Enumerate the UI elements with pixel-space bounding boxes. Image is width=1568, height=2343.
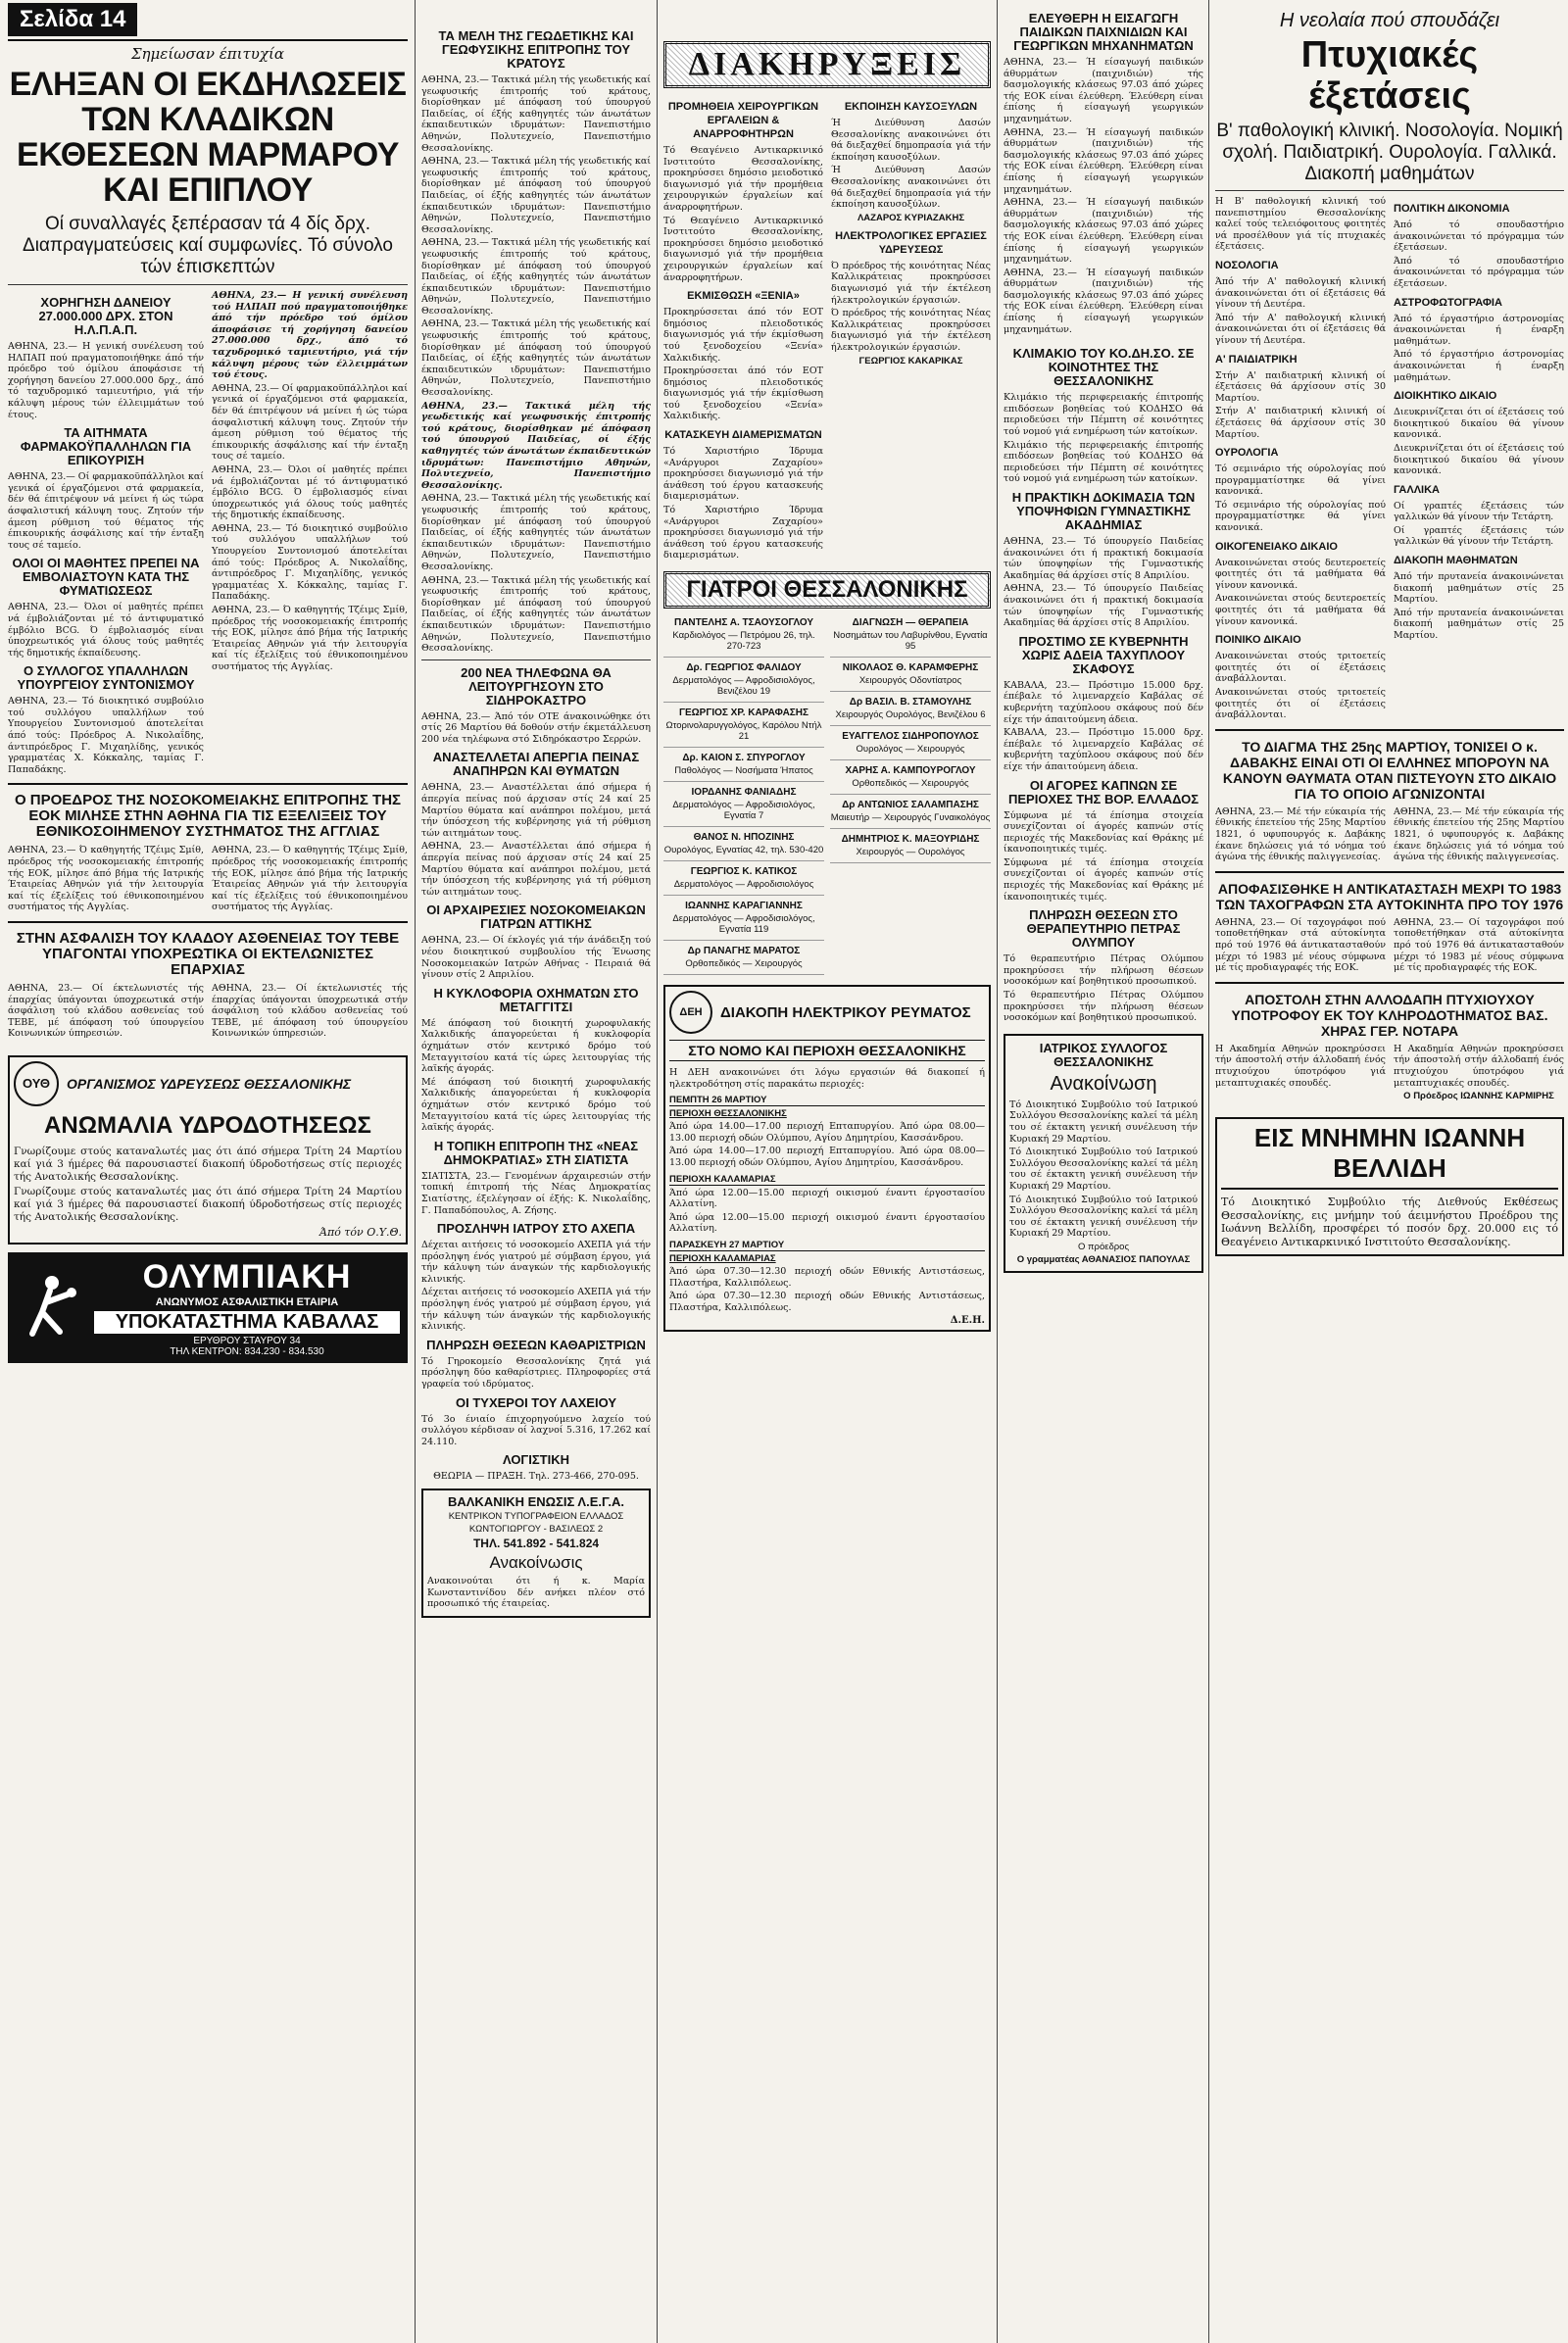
boat-headline: ΠΡΟΣΤΙΜΟ ΣΕ ΚΥΒΕΡΝΗΤΗ ΧΩΡΙΣ ΑΔΕΙΑ ΤΑΧΥΠΛΟΟΥ ΣΚΑΦΟΥΣ	[1018, 633, 1189, 676]
iatr-announcement: Ανακοίνωση	[1050, 1072, 1157, 1095]
doctor-info: Χειρουργός — Ουρολόγος	[856, 847, 965, 857]
doctor-info: Ορθοπεδικός — Χειρουργός	[852, 778, 969, 789]
trade-text-3: ΑΘΗΝΑ, 23.— Ή είσαγωγή παιδικών άθυρμάτων (παιχνιδιών) τής δασμολογικής κλάσεως 97.03 άπό χώρες τής ΕΟΚ είναι έλεύθερη. Έλεύθερη είναι έπίσης ή είσαγωγή γεωργικών μηχανημάτων.	[1004, 197, 1203, 266]
exams-text: Η Β' παθολογική κλινική τού πανεπιστημίου Θεσσαλονίκης καλεί τούς τελειόφοιτους φοιτητές νά προσέλθουν γιά τίς πτυχιακές έξετάσεις.	[1215, 196, 1386, 253]
dei-day-label: ΠΑΡΑΣΚΕΥΗ 27 ΜΑΡΤΙΟΥ	[669, 1240, 985, 1251]
exam-section-text: Άπό τό έργαστήριο άστρονομίας άνακοινώνεται ή έναρξη μαθημάτων.	[1394, 313, 1564, 347]
d4-headline: ΕΚΠΟΙΗΣΗ ΚΑΥΣΟΞΥΛΩΝ	[844, 101, 978, 113]
exam-section-text: Άπό τό σπουδαστήριο άνακοινώνεται τό πρόγραμμα τών έξετάσεων.	[1394, 220, 1564, 254]
doctor-entry	[663, 896, 824, 941]
d1-text-2: Τό Θεαγένειο Αντικαρκινικό Ινστιτούτο Θεσσαλονίκης, προκηρύσσει δημόσιο μειοδοτικό διαγωνισμό γιά τήν προμήθεια χειρουργικών έργαλείων καί άναρροφητήρων.	[663, 215, 823, 283]
doctor-name: ΙΩΑΝΝΗΣ ΚΑΡΑΓΙΑΝΝΗΣ	[685, 901, 803, 911]
exam-section-heading: ΠΟΛΙΤΙΚΗ ΔΙΚΟΝΟΜΙΑ	[1394, 203, 1510, 215]
doctor-info: Παθολόγος — Νοσήματα Ήπατος	[674, 765, 813, 776]
doctor-info: Δερματολόγος — Αφροδισιολόγος, Εγνατία 7	[672, 800, 815, 821]
exam-section-text: Ανακοινώνεται στούς τριτοετείς φοιτητές ότι οί έξετάσεις άναβάλλονται.	[1215, 651, 1386, 685]
exams-left	[1215, 196, 1386, 723]
vellidi-headline: ΕΙΣ ΜΝΗΜΗΝ ΙΩΑΝΝΗ ΒΕΛΛΙΔΗ	[1221, 1123, 1558, 1190]
youth-strip: Η νεολαία πού σπουδάζει	[1279, 10, 1500, 31]
return-sign: Ο Πρόεδρος ΙΩΑΝΝΗΣ ΚΑΡΜΙΡΗΣ	[1403, 1091, 1554, 1102]
d1-headline: ΠΡΟΜΗΘΕΙΑ ΧΕΙΡΟΥΡΓΙΚΩΝ ΕΡΓΑΛΕΙΩΝ & ΑΝΑΡΡΟΦΗΤΗΡΩΝ	[667, 101, 819, 140]
doctor-info: Νοσημάτων του Λαβυρίνθου, Εγνατία 95	[833, 630, 988, 652]
return-text-2: Η Ακαδημία Αθηνών προκηρύσσει τήν άποστολή στήν άλλοδαπή ένός πτυχιούχου ύποτρόφου γιά μεταπτυχιακές σπουδές.	[1394, 1043, 1564, 1089]
column-rule	[997, 0, 998, 2343]
doctor-info: Ορθοπεδικός — Χειρουργός	[685, 958, 803, 969]
doctor-info: Μαιευτήρ — Χειρουργός Γυναικολόγος	[830, 812, 991, 823]
d3-headline: ΚΑΤΑΣΚΕΥΗ ΔΙΑΜΕΡΙΣΜΑΤΩΝ	[664, 429, 822, 442]
page-header	[8, 0, 408, 41]
exam-section-heading: ΓΑΛΛΙΚΑ	[1394, 483, 1440, 496]
olympiaki-addr: ΕΡΥΘΡΟΥ ΣΤΑΥΡΟΥ 34	[193, 1335, 301, 1346]
trade-headline: ΕΛΕΥΘΕΡΗ Η ΕΙΣΑΓΩΓΗ ΠΑΙΔΙΚΩΝ ΠΑΙΧΝΙΔΙΩΝ ΚΑΙ ΓΕΩΡΓΙΚΩΝ ΜΗΧΑΝΗΜΑΤΩΝ	[1013, 11, 1194, 53]
boat-text-2: ΚΑΒΑΛΑ, 23.— Πρόστιμο 15.000 δρχ. έπέβαλε τό λιμεναρχείο Καβάλας σέ κυβερνήτη ταχύπλοου σκάφους πού δέν είχε τήν άπαιτούμενη άδεια.	[1004, 727, 1203, 772]
loan-text: ΑΘΗΝΑ, 23.— Η γενική συνέλευση τού ΗΛΠΑΠ πού πραγματοποιήθηκε άπό τήν πρόεδρο τού όμίλου άποφάσισε τή χορήγηση δανείου 27.000.000 δρχ., άπό τό ταχυδρομικό ταμιευτήριο, γιά τήν κάλυψη μέρους τών έλλειμμάτων τού έτους.	[8, 341, 204, 420]
dei-day-text-continued: Άπό ώρα 07.30—12.30 περιοχή οδών Εθνικής Αντιστάσεως, Πλαστήρα, Καλλιπόλεως.	[669, 1291, 985, 1313]
doctor-entry	[663, 861, 824, 896]
doctor-name: Δρ ΑΝΤΩΝΙΟΣ ΣΑΛΑΜΠΑΣΗΣ	[842, 800, 979, 810]
climate-headline: ΚΛΙΜΑΚΙΟ ΤΟΥ ΚΟ.ΔΗ.ΣΟ. ΣΕ ΚΟΙΝΟΤΗΤΕΣ ΤΗΣ ΘΕΣΣΑΛΟΝΙΚΗΣ	[1012, 346, 1195, 389]
doctor-entry	[830, 726, 991, 760]
geod-text-3: ΑΘΗΝΑ, 23.— Τακτικά μέλη τής γεωδετικής καί γεωφυσικής έπιτροπής τού κράτους, διορίσθηκαν μέ άπόφαση τού ύπουργού Παιδείας, οί έξής καθηγητές τών άνωτάτων έκπαιδευτικών ιδρυμάτων: Πανεπιστήμιο Αθηνών, Πολυτεχνείο, Πανεπιστήμιο Θεσσαλονίκης.	[421, 237, 651, 317]
dei-logo: ΔΕΗ	[669, 991, 712, 1034]
doctor-info: Καρδιολόγος — Πετρόμου 26, τηλ. 270-723	[672, 630, 815, 652]
exam-section-heading: Α' ΠΑΙΔΙΑΤΡΙΚΗ	[1215, 353, 1298, 366]
exam-section-text-continued: Διευκρινίζεται ότι οί έξετάσεις τού διοικητικού δικαίου θά γίνουν κανονικά.	[1394, 442, 1564, 477]
exam-section-text-continued: Ανακοινώνεται στούς δευτεροετείς φοιτητές ότι τά μαθήματα θά γίνουν κανονικά.	[1215, 593, 1386, 627]
doctors-banner: ΓΙΑΤΡΟΙ ΘΕΣΣΑΛΟΝΙΚΗΣ	[663, 571, 991, 609]
dei-day-label: ΠΕΜΠΤΗ 26 ΜΑΡΤΙΟΥ	[669, 1095, 985, 1106]
doctor-name: ΘΑΝΟΣ Ν. ΗΠΟΖΙΝΗΣ	[693, 832, 795, 843]
water-title: ΑΝΩΜΑΛΙΑ ΥΔΡΟΔΟΤΗΣΕΩΣ	[44, 1111, 371, 1139]
dei-day-text: Άπό ώρα 12.00—15.00 περιοχή οικισμού έναντι έργοστασίου Αλλατίνη.	[669, 1187, 985, 1210]
dei-sign: Δ.Ε.Η.	[950, 1315, 985, 1327]
doctor-entry	[663, 782, 824, 827]
diagma-text-2: ΑΘΗΝΑ, 23.— Μέ τήν εύκαιρία τής έθνικής έπετείου τής 25ης Μαρτίου 1821, ό υφυπουργός κ. Δαβάκης έκανε δηλώσεις γιά τό νόημα τού άγώνα τής έθνικής παλιγγενεσίας.	[1394, 805, 1564, 863]
exam-section-text: Οί γραπτές έξετάσεις τών γαλλικών θά γίνουν τήν Τετάρτη.	[1394, 500, 1564, 523]
iatr-text-2: Τό Διοικητικό Συμβούλιο τού Ιατρικού Συλλόγου Θεσσαλονίκης καλεί τά μέλη του σέ έκτακτη γενική συνέλευση τήν Κυριακή 29 Μαρτίου.	[1009, 1147, 1198, 1192]
union-text: ΑΘΗΝΑ, 23.— Τό διοικητικό συμβούλιο τού συλλόγου υπαλλήλων τού Υπουργείου Συντονισμού άποτελείται άπό τούς: Πρόεδρος Α. Νικολαΐδης, άντιπρόεδρος Γ. Μιχαηλίδης, γενικός γραμματέας Χ. Κόκκαλης, ταμίας Γ. Παπαδάκης.	[8, 696, 204, 775]
doctor-entry	[663, 703, 824, 748]
tobacco-headline: ΟΙ ΑΓΟΡΕΣ ΚΑΠΝΩΝ ΣΕ ΠΕΡΙΟΧΕΣ ΤΗΣ ΒΟΡ. ΕΛΛΑΔΟΣ	[1008, 777, 1199, 806]
pharm-headline: ΤΑ ΑΙΤΗΜΑΤΑ ΦΑΡΜΑΚΟΫΠΑΛΛΗΛΩΝ ΓΙΑ ΕΠΙΚΟΥΡΙΣΗ	[20, 425, 192, 468]
trade-text: ΑΘΗΝΑ, 23.— Ή είσαγωγή παιδικών άθυρμάτων (παιχνιδιών) τής δασμολογικής κλάσεως 97.03 άπό χώρες τής ΕΟΚ είναι έλεύθερη. Έλεύθερη είναι έπίσης ή είσαγωγή γεωργικών μηχανημάτων.	[1004, 57, 1203, 124]
tebe-text-continued: ΑΘΗΝΑ, 23.— Οί έκτελωνιστές τής έπαρχίας ύπάγονται ύποχρεωτικά στήν άσφάλιση τού κλάδου ασθενείας τού ΤΕΒΕ, μέ άπόφαση τού ύπουργείου Κοινωνικών ύπηρεσιών.	[212, 983, 408, 1040]
doctor-info: Δερματολόγος — Αφροδισιολόγος, Εγνατία 119	[672, 913, 815, 935]
water-sign: Άπό τόν Ο.Υ.Θ.	[319, 1225, 402, 1239]
power-cut-notice	[663, 985, 991, 1332]
column-rule	[657, 0, 658, 2343]
proclamations-banner: ΔΙΑΚΗΡΥΞΕΙΣ	[663, 41, 991, 88]
return-text: Η Ακαδημία Αθηνών προκηρύσσει τήν άποστολή στήν άλλοδαπή ένός πτυχιούχου ύποτρόφου γιά μεταπτυχιακές σπουδές.	[1215, 1043, 1386, 1089]
doctor-text-2: Δέχεται αιτήσεις τό νοσοκομείο ΑΧΕΠΑ γιά τήν πρόσληψη ένός γιατρού μέ σύμβαση έργου, γιά τήν κάλυψη τών άναγκών τής καρδιολογικής κλινικής.	[421, 1287, 651, 1333]
doctor-name: ΠΑΝΤΕΛΗΣ Α. ΤΣΑΟΥΣΟΓΛΟΥ	[673, 617, 814, 628]
balkan-sub: ΚΕΝΤΡΙΚΟΝ ΤΥΠΟΓΡΑΦΕΙΟΝ ΕΛΛΑΔΟΣ	[448, 1511, 624, 1522]
exams-right	[1394, 196, 1564, 723]
doctor-entry	[663, 658, 824, 703]
tobacco-text: Σύμφωνα μέ τά έπίσημα στοιχεία συνεχίζονται οί άγορές καπνών στίς περιοχές τής Μακεδονίας καί Θράκης μέ ίκανοποιητικές τιμές.	[1004, 809, 1203, 855]
pharm-text-continued: ΑΘΗΝΑ, 23.— Οί φαρμακοϋπάλληλοι καί γενικά οί έργαζόμενοι στά φαρμακεία, δέν θά έπιτρέψουν νά μείνει ή ώς τώρα άσφαλιστική κάλυψη τους. Ζητούν τήν άμεση ρύθμιση τού θέματος τής έπικουρικής άσφάλισης καί τήν ένταξη τους σέ ταμείο.	[212, 382, 408, 463]
d3-text-2: Τό Χαριστήριο Ίδρυμα «Ανάργυροι Ζαχαρίου» προκηρύσσει διαγωνισμό γιά τήν άνάθεση τού έργου κατασκευής διαμερισμάτων.	[663, 505, 823, 561]
olympiaki-sub: ΑΝΩΝΥΜΟΣ ΑΣΦΑΛΙΣΤΙΚΗ ΕΤΑΙΡΙΑ	[155, 1295, 339, 1308]
exam-section-heading: ΝΟΣΟΛΟΓΙΑ	[1215, 259, 1279, 271]
pharm-text: ΑΘΗΝΑ, 23.— Οί φαρμακοϋπάλληλοι καί γενικά οί έργαζόμενοι στά φαρμακεία, δέν θά έπιτρέψουν νά μείνει ή ώς τώρα άσφαλιστική κάλυψη τους. Ζητούν τήν άμεση ρύθμιση τού θέματος τής έπικουρικής άσφάλισης καί τήν ένταξη τους σέ ταμείο.	[8, 471, 204, 551]
olympiaki-name: ΟΛΥΜΠΙΑΚΗ	[142, 1257, 352, 1295]
students-headline: ΟΛΟΙ ΟΙ ΜΑΘΗΤΕΣ ΠΡΕΠΕΙ ΝΑ ΕΜΒΟΛΙΑΣΤΟΥΝ ΚΑΤΑ ΤΗΣ ΦΥΜΑΤΙΩΣΕΩΣ	[12, 556, 200, 599]
dei-day-text: Άπό ώρα 14.00—17.00 περιοχή Επταπυργίου. Άπό ώρα 08.00—13.00 περιοχή οδών Ολύμπου, Αγίου Δημητρίου, Κασσάνδρου.	[669, 1121, 985, 1144]
balkan-headline: ΒΑΛΚΑΝΙΚΗ ΕΝΩΣΙΣ Λ.Ε.Γ.Α.	[447, 1494, 624, 1509]
dei-day-text-continued: Άπό ώρα 12.00—15.00 περιοχή οικισμού έναντι έργοστασίου Αλλατίνη.	[669, 1211, 985, 1235]
climate-text: Κλιμάκιο τής περιφερειακής έπιτροπής επιδόσεων βοηθείας τού ΚΟΔΗΣΟ θά περιοδεύσει τήν Πέμπτη σέ κοινότητες τού νομού γιά ενημέρωση τών κατοίκων.	[1004, 392, 1203, 438]
balkan-announcement: Ανακοίνωσις	[489, 1553, 583, 1572]
column-4	[1004, 0, 1203, 2343]
doctor-name: ΓΕΩΡΓΙΟΣ Κ. ΚΑΤΙΚΟΣ	[690, 866, 798, 877]
d3-text: Τό Χαριστήριο Ίδρυμα «Ανάργυροι Ζαχαρίου» προκηρύσσει διαγωνισμό γιά τήν άνάθεση τού έργου κατασκευής διαμερισμάτων.	[663, 446, 823, 503]
doctor-name: Δρ ΒΑΣΙΛ. Β. ΣΤΑΜΟΥΛΗΣ	[849, 697, 972, 708]
doctor-name: ΙΟΡΔΑΝΗΣ ΦΑΝΙΑΔΗΣ	[691, 787, 797, 798]
d2-headline: ΕΚΜΙΣΘΩΣΗ «ΞΕΝΙΑ»	[687, 290, 800, 303]
doctor-headline: ΠΡΟΣΛΗΨΗ ΙΑΤΡΟΥ ΣΤΟ ΑΧΕΠΑ	[436, 1221, 636, 1237]
exam-section-text: Διευκρινίζεται ότι οί έξετάσεις τού διοικητικού δικαίου θά γίνουν κανονικά.	[1394, 407, 1564, 441]
d2-text: Προκηρύσσεται άπό τόν ΕΟΤ δημόσιος πλειοδοτικός διαγωνισμός γιά τήν έκμίσθωση τού ξενοδοχείου «Ξενία» Χαλκιδικής.	[663, 307, 823, 364]
exams-subtitle: Β' παθολογική κλινική. Νοσολογία. Νομική σχολή. Παιδιατρική. Ουρολογία. Γαλλικά. Διακοπή μαθημάτων	[1216, 121, 1563, 184]
return-headline: ΑΠΟΣΤΟΛΗ ΣΤΗΝ ΑΛΛΟΔΑΠΗ ΠΤΥΧΙΟΥΧΟΥ ΥΠΟΤΡΟΦΟΥ ΕΚ ΤΟΥ ΚΛΗΡΟΔΟΤΗΜΑΤΟΣ ΒΑΣ. ΧΗΡΑΣ ΓΕΡ. ΝΟΤΑΡΑ	[1231, 991, 1548, 1039]
exam-section-text: Άπό τήν Α' παθολογική κλινική άνακοινώνεται ότι οί έξετάσεις θά γίνουν τή Δευτέρα.	[1215, 275, 1386, 311]
exam-section-text-continued: Άπό τό σπουδαστήριο άνακοινώνεται τό πρόγραμμα τών έξετάσεων.	[1394, 255, 1564, 289]
doctor-info: Ωτορινολαρυγγολόγος, Καρόλου Ντήλ 21	[665, 720, 822, 742]
doctor-entry	[830, 795, 991, 829]
d2-text-2: Προκηρύσσεται άπό τόν ΕΟΤ δημόσιος πλειοδοτικός διαγωνισμός γιά τήν έκμίσθωση τού ξενοδοχείου «Ξενία» Χαλκιδικής.	[663, 366, 823, 422]
iatr-text-3: Τό Διοικητικό Συμβούλιο τού Ιατρικού Συλλόγου Θεσσαλονίκης καλεί τά μέλη του σέ έκτακτη γενική συνέλευση τήν Κυριακή 29 Μαρτίου.	[1009, 1194, 1198, 1240]
doctor-entry	[830, 829, 991, 863]
medical-association-notice	[1004, 1034, 1203, 1273]
olympiaki-tel: ΤΗΛ ΚΕΝΤΡΟΝ: 834.230 - 834.530	[170, 1345, 324, 1357]
exam-section-text: Στήν Α' παιδιατρική κλινική οί έξετάσεις θά άρχίσουν στίς 30 Μαρτίου.	[1215, 369, 1386, 404]
d4-text-2: Ή Διεύθυνση Δασών Θεσσαλονίκης ανακοινώνει ότι θά διεξαχθεί δημοπρασία γιά τήν έκποίηση καυσοξύλων.	[831, 165, 991, 211]
dei-subtitle: ΣΤΟ ΝΟΜΟ ΚΑΙ ΠΕΡΙΟΧΗ ΘΕΣΣΑΛΟΝΙΚΗΣ	[669, 1040, 985, 1061]
exam-section-text: Τό σεμινάριο τής ούρολογίας πού προγραμματίστηκε θά γίνει κανονικά.	[1215, 464, 1386, 498]
siatista-text: ΣΙΑΤΙΣΤΑ, 23.— Γενομένων άρχαιρεσιών στήν τοπική έπιτροπή τής Νέας Δημοκρατίας Σιατίστης, έξελέγησαν οί έξής: Κ. Νικολαΐδης, Γ. Παπαδόπουλος, Α. Ζήσης.	[421, 1170, 651, 1216]
doctor-name: ΧΑΡΗΣ Α. ΚΑΜΠΟΥΡΟΓΛΟΥ	[845, 765, 976, 776]
lead-subtitle: Οί συναλλαγές ξεπέρασαν τά 4 δίς δρχ. Διαπραγματεύσεις καί συμφωνίες. Τό σύνολο τών έπισκεπτών	[23, 214, 393, 277]
iatr-president: Ο πρόεδρος	[1077, 1241, 1130, 1252]
exam-section-text-continued: Άπό τήν Α' παθολογική κλινική άνακοινώνεται ότι οί έξετάσεις θά γίνουν τή Δευτέρα.	[1215, 312, 1386, 346]
traffic-text: Μέ άπόφαση τού διοικητή χωροφυλακής Χαλκιδικής άπαγορεύεται ή κυκλοφορία όχημάτων στόν κεντρικό δρόμο τού Μεταγγιτσίου κατά τίς ώρες λειτουργίας τής λαϊκής άγοράς.	[421, 1017, 651, 1075]
doctor-entry	[830, 612, 991, 658]
d5-headline: ΗΛΕΚΤΡΟΛΟΓΙΚΕΣ ΕΡΓΑΣΙΕΣ ΥΔΡΕΥΣΕΩΣ	[835, 229, 987, 256]
doctor-name: ΔΗΜΗΤΡΙΟΣ Κ. ΜΑΞΟΥΡΙΔΗΣ	[841, 834, 980, 845]
geod-text-7: ΑΘΗΝΑ, 23.— Τακτικά μέλη τής γεωδετικής καί γεωφυσικής έπιτροπής τού κράτους, διορίσθηκαν μέ άπόφαση τού ύπουργού Παιδείας, οί έξής καθηγητές τών άνωτάτων έκπαιδευτικών ιδρυμάτων: Πανεπιστήμιο Αθηνών, Πολυτεχνείο, Πανεπιστήμιο Θεσσαλονίκης.	[421, 574, 651, 655]
vellidi-text: Τό Διοικητικό Συμβούλιο τής Διεθνούς Εκθέσεως Θεσσαλονίκης, εις μνήμην τού άειμνήστου Προέδρου της Ιωάννη Βελλίδη, προσφέρει τό ποσόν δρχ. 20.000 εις τό Θεαγένειο Αντικαρκινικό Ινστιτούτο Θεσσαλονίκης.	[1221, 1196, 1558, 1248]
dei-day-text: Άπό ώρα 07.30—12.30 περιοχή οδών Εθνικής Αντιστάσεως, Πλαστήρα, Καλλιπόλεως.	[669, 1265, 985, 1289]
water-org: ΟΡΓΑΝΙΣΜΟΣ ΥΔΡΕΥΣΕΩΣ ΘΕΣΣΑΛΟΝΙΚΗΣ	[67, 1075, 352, 1092]
iatr-sign: Ο γραμματέας ΑΘΑΝΑΣΙΟΣ ΠΑΠΟΥΛΑΣ	[1016, 1253, 1191, 1265]
balkan-phone: ΤΗΛ. 541.892 - 541.824	[472, 1537, 600, 1550]
phones-headline: 200 ΝΕΑ ΤΗΛΕΦΩΝΑ ΘΑ ΛΕΙΤΟΥΡΓΗΣΟΥΝ ΣΤΟ ΣΙΔΗΡΟΚΑΣΤΡΟ	[461, 664, 612, 708]
cleaning-text: Τό Γηροκομείο Θεσσαλονίκης ζητά γιά πρόσληψη δύο καθαρίστριες. Πληροφορίες στά γραφεία τού ιδρύματος.	[421, 1355, 651, 1391]
column-5	[1215, 0, 1564, 2343]
students-text-continued: ΑΘΗΝΑ, 23.— Όλοι οί μαθητές πρέπει νά έμβολιάζονται μέ τό άντιφυματικό έμβόλιο BCG. Ό έμβολιασμός είναι ύποχρεωτικός γιά όλους τούς μαθητές τής δημοτικής έκπαίδευσης.	[212, 464, 408, 521]
doctor-name: ΕΥΑΓΓΕΛΟΣ ΣΙΔΗΡΟΠΟΥΛΟΣ	[842, 731, 979, 742]
doctors-list-left	[663, 612, 824, 975]
column-1	[8, 0, 408, 2343]
exam-section-heading: ΟΙΚΟΓΕΝΕΙΑΚΟ ΔΙΚΑΙΟ	[1215, 540, 1338, 553]
doctor-entry	[830, 658, 991, 692]
exam-section-text-continued: Άπό τό έργαστήριο άστρονομίας άνακοινώνεται ή έναρξη μαθημάτων.	[1394, 349, 1564, 383]
geod-text: ΑΘΗΝΑ, 23.— Τακτικά μέλη τής γεωδετικής καί γεωφυσικής έπιτροπής τού κράτους, διορίσθηκαν μέ άπόφαση τού ύπουργού Παιδείας, οί έξής καθηγητές τών άνωτάτων έκπαιδευτικών ιδρυμάτων: Πανεπιστήμιο Αθηνών, Πολυτεχνείο, Πανεπιστήμιο Θεσσαλονίκης.	[421, 74, 651, 154]
olympiaki-ad	[8, 1252, 408, 1363]
d5-sign: ΓΕΩΡΓΙΟΣ ΚΑΚΑΡΙΚΑΣ	[858, 355, 963, 366]
doctor-name: ΔΙΑΓΝΩΣΗ — ΘΕΡΑΠΕΙΑ	[852, 617, 969, 628]
traffic-text-2: Μέ άπόφαση τού διοικητή χωροφυλακής Χαλκιδικής άπαγορεύεται ή κυκλοφορία όχημάτων στόν κεντρικό δρόμο τού Μεταγγιτσίου κατά τίς ώρες λειτουργίας τής λαϊκής άγοράς.	[421, 1076, 651, 1134]
exam-text: ΑΘΗΝΑ, 23.— Τό ύπουργείο Παιδείας άνακοινώνει ότι ή πρακτική δοκιμασία τών ύποψηφίων τής Γυμναστικής Ακαδημίας θά άρχίσει στίς 8 Απριλίου.	[1004, 536, 1203, 581]
tacho-headline: ΑΠΟΦΑΣΙΣΘΗΚΕ Η ΑΝΤΙΚΑΤΑΣΤΑΣΗ ΜΕΧΡΙ ΤΟ 1983 ΤΩΝ ΤΑΧΟΓΡΑΦΩΝ ΣΤΑ ΑΥΤΟΚΙΝΗΤΑ ΠΡΟ ΤΟΥ 1976	[1215, 880, 1564, 912]
hosp-text: ΑΘΗΝΑ, 23.— Οί έκλογές γιά τήν άνάδειξη τού νέου διοικητικού συμβουλίου τής Ένωσης Νοσοκομειακών Ιατρών Αθήνας - Πειραιά θά γίνουν στίς 2 Απριλίου.	[421, 935, 651, 981]
geod-text-6: ΑΘΗΝΑ, 23.— Τακτικά μέλη τής γεωδετικής καί γεωφυσικής έπιτροπής τού κράτους, διορίσθηκαν μέ άπόφαση τού ύπουργού Παιδείας, οί έξής καθηγητές τών άνωτάτων έκπαιδευτικών ιδρυμάτων: Πανεπιστήμιο Αθηνών, Πολυτεχνείο, Πανεπιστήμιο Θεσσαλονίκης.	[421, 493, 651, 572]
lottery-text: Τό 3ο ένιαίο έπιχορηγούμενο λαχείο τού συλλόγου κέρδισαν οί λαχνοί 5.316, 17.262 καί 24.110.	[421, 1413, 651, 1447]
geod-text-2: ΑΘΗΝΑ, 23.— Τακτικά μέλη τής γεωδετικής καί γεωφυσικής έπιτροπής τού κράτους, διορίσθηκαν μέ άπόφαση τού ύπουργού Παιδείας, οί έξής καθηγητές τών άνωτάτων έκπαιδευτικών ιδρυμάτων: Πανεπιστήμιο Αθηνών, Πολυτεχνείο, Πανεπιστήμιο Θεσσαλονίκης.	[421, 156, 651, 235]
union-text-continued: ΑΘΗΝΑ, 23.— Τό διοικητικό συμβούλιο τού συλλόγου υπαλλήλων τού Υπουργείου Συντονισμού άποτελείται άπό τούς: Πρόεδρος Α. Νικολαΐδης, άντιπρόεδρος Γ. Μιχαηλίδης, γενικός γραμματέας Χ. Κόκκαλης, ταμίας Γ. Παπαδάκης.	[212, 522, 408, 603]
iatr-headline: ΙΑΤΡΙΚΟΣ ΣΥΛΛΟΓΟΣ ΘΕΣΣΑΛΟΝΙΚΗΣ	[1039, 1040, 1168, 1069]
water-logo: ΟΥΘ	[14, 1061, 59, 1106]
cleaning-headline: ΠΛΗΡΩΣΗ ΘΕΣΕΩΝ ΚΑΘΑΡΙΣΤΡΙΩΝ	[426, 1337, 646, 1352]
d5-text-2: Ό πρόεδρος τής κοινότητας Νέας Καλλικράτειας προκηρύσσει διαγωνισμό γιά τήν έκτέλεση ήλεκτρολογικών έργασιών.	[831, 308, 991, 353]
tebe-headline: ΣΤΗΝ ΑΣΦΑΛΙΣΗ ΤΟΥ ΚΛΑΔΟΥ ΑΣΘΕΝΕΙΑΣ ΤΟΥ ΤΕΒΕ ΥΠΑΓΟΝΤΑΙ ΥΠΟΧΡΕΩΤΙΚΑ ΟΙ ΕΚΤΕΛΩΝΙΣΤΕΣ ΕΠΑΡΧΙΑΣ	[16, 930, 400, 978]
dei-area-label: ΠΕΡΙΟΧΗ ΘΕΣΣΑΛΟΝΙΚΗΣ	[669, 1108, 787, 1120]
exams-title: Πτυχιακές έξετάσεις	[1300, 34, 1479, 117]
column-rule	[1208, 0, 1209, 2343]
column-3	[663, 0, 991, 2343]
doctor-entry	[830, 692, 991, 726]
exam-section-text: Άπό τήν πρυτανεία άνακοινώνεται διακοπή μαθημάτων στίς 25 Μαρτίου.	[1394, 571, 1564, 606]
doctor-name: ΝΙΚΟΛΑΟΣ Θ. ΚΑΡΑΜΦΕΡΗΣ	[842, 662, 979, 673]
exam-section-heading: ΑΣΤΡΟΦΩΤΟΓΡΑΦΙΑ	[1394, 296, 1502, 309]
water-ad	[8, 1055, 408, 1245]
doctor-entry	[663, 827, 824, 861]
loan-headline: ΧΟΡΗΓΗΣΗ ΔΑΝΕΙΟΥ 27.000.000 ΔΡΧ. ΣΤΟΝ Η.Λ.Π.Α.Π.	[38, 295, 173, 337]
exam-section-text-continued: Στήν Α' παιδιατρική κλινική οί έξετάσεις θά άρχίσουν στίς 30 Μαρτίου.	[1215, 406, 1386, 440]
dei-day-text-continued: Άπό ώρα 14.00—17.00 περιοχή Επταπυργίου. Άπό ώρα 08.00—13.00 περιοχή οδών Ολύμπου, Αγίου Δημητρίου, Κασσάνδρου.	[669, 1146, 985, 1168]
doctor-entry	[663, 941, 824, 975]
exam-section-text-continued: Οί γραπτές έξετάσεις τών γαλλικών θά γίνουν τήν Τετάρτη.	[1394, 524, 1564, 548]
exam-section-heading: ΔΙΑΚΟΠΗ ΜΑΘΗΜΑΤΩΝ	[1394, 555, 1518, 567]
doctor-info: Ουρολόγος — Χειρουργός	[856, 744, 965, 755]
dei-day-label: ΠΕΡΙΟΧΗ ΚΑΛΑΜΑΡΙΑΣ	[669, 1174, 985, 1186]
exam-section-text-continued: Άπό τήν πρυτανεία άνακοινώνεται διακοπή μαθημάτων στίς 25 Μαρτίου.	[1394, 607, 1564, 642]
diagma-headline: ΤΟ ΔΙΑΓΜΑ ΤΗΣ 25ης ΜΑΡΤΙΟΥ, ΤΟΝΙΣΕΙ Ο κ. ΔΑΒΑΚΗΣ ΕΙΝΑΙ ΟΤΙ ΟΙ ΕΛΛΗΝΕΣ ΜΠΟΡΟΥΝ ΝΑ ΚΑΝΟΥΝ ΘΑΥΜΑΤΑ ΟΤΑΝ ΠΙΣΤΕΥΟΥΝ ΣΤΟ ΔΙΚΑΙΟ ΓΙΑ ΤΟ ΟΠΟΙΟ ΑΓΩΝΙΖΟΝΤΑΙ	[1222, 738, 1557, 802]
exam-text-2: ΑΘΗΝΑ, 23.— Τό ύπουργείο Παιδείας άνακοινώνει ότι ή πρακτική δοκιμασία τών ύποψηφίων τής Γυμναστικής Ακαδημίας θά άρχίσει στίς 8 Απριλίου.	[1004, 583, 1203, 629]
geod-text-5: ΑΘΗΝΑ, 23.— Τακτικά μέλη τής γεωδετικής καί γεωφυσικής έπιτροπής τού κράτους, διορίσθηκαν μέ άπόφαση τού ύπουργού Παιδείας, οί έξής καθηγητές τών άνωτάτων έκπαιδευτικών ιδρυμάτων: Πανεπιστήμιο Αθηνών, Πολυτεχνείο, Πανεπιστήμιο Θεσσαλονίκης.	[421, 400, 651, 491]
geod-headline: ΤΑ ΜΕΛΗ ΤΗΣ ΓΕΩΔΕΤΙΚΗΣ ΚΑΙ ΓΕΩΦΥΣΙΚΗΣ ΕΠΙΤΡΟΠΗΣ ΤΟΥ ΚΡΑΤΟΥΣ	[438, 28, 634, 71]
geod-text-4: ΑΘΗΝΑ, 23.— Τακτικά μέλη τής γεωδετικής καί γεωφυσικής έπιτροπής τού κράτους, διορίσθηκαν μέ άπόφαση τού ύπουργού Παιδείας, οί έξής καθηγητές τών άνωτάτων έκπαιδευτικών ιδρυμάτων: Πανεπιστήμιο Αθηνών, Πολυτεχνείο, Πανεπιστήμιο Θεσσαλονίκης.	[421, 318, 651, 399]
lottery-headline: ΟΙ ΤΥΧΕΡΟΙ ΤΟΥ ΛΑΧΕΙΟΥ	[456, 1394, 616, 1410]
doctor-name: ΓΕΩΡΓΙΟΣ ΧΡ. ΚΑΡΑΦΑΣΗΣ	[678, 708, 809, 718]
exam-section-heading: ΟΥΡΟΛΟΓΙΑ	[1215, 447, 1279, 460]
d5-text: Ό πρόεδρος τής κοινότητας Νέας Καλλικράτειας προκηρύσσει διαγωνισμό γιά τήν έκτέλεση ήλεκτρολογικών έργασιών.	[831, 260, 991, 306]
dei-days	[669, 1095, 985, 1313]
accountant-headline: ΛΟΓΙΣΤΙΚΗ	[503, 1452, 569, 1468]
tacho-text-2: ΑΘΗΝΑ, 23.— Οί ταχογράφοι πού τοποθετήθηκαν στά αύτοκίνητα πρό τού 1976 θά άντικατασταθούν μέχρι τό 1983 μέ νέους σύμφωνα μέ τίς προδιαγραφές τής ΕΟΚ.	[1394, 916, 1564, 974]
d1-text: Τό Θεαγένειο Αντικαρκινικό Ινστιτούτο Θεσσαλονίκης, προκηρύσσει δημόσιο μειοδοτικό διαγωνισμό γιά τήν προμήθεια χειρουργικών έργαλείων καί άναρροφητήρων.	[663, 145, 823, 213]
tacho-text: ΑΘΗΝΑ, 23.— Οί ταχογράφοι πού τοποθετήθηκαν στά αύτοκίνητα πρό τού 1976 θά άντικατασταθούν μέχρι τό 1983 μέ νέους σύμφωνα μέ τίς προδιαγραφές τής ΕΟΚ.	[1215, 916, 1386, 974]
nhs-text: ΑΘΗΝΑ, 23.— Ό καθηγητής Τζέιμς Σμίθ, πρόεδρος τής νοσοκομειακής έπιτροπής τής ΕΟΚ, μίλησε άπό βήμα τής Ιατρικής Έταιρείας Αθηνών γιά τήν λειτουργία καί τίς έξελίξεις τού έθνικοποιημένου συστήματος τής Αγγλίας.	[8, 845, 204, 913]
phones-text: ΑΘΗΝΑ, 23.— Άπό τόν ΟΤΕ άνακοινώθηκε ότι στίς 26 Μαρτίου θά δοθούν στήν έκμετάλλευση 200 νέα τηλέφωνα στό Σιδηρόκαστρο Σερρών.	[421, 710, 651, 745]
balkan-addr: ΚΩΝΤΟΓΙΩΡΓΟΥ - ΒΑΣΙΛΕΩΣ 2	[468, 1524, 604, 1535]
hunger-text-2: ΑΘΗΝΑ, 23.— Αναστέλλεται άπό σήμερα ή άπεργία πείνας πού άρχισαν στίς 24 καί 25 Μαρτίου θύματα καί ανάπηροι πολέμου, μετά τήν ύπόσχεση τής κυβέρνησης γιά τή ρύθμιση τών αιτημάτων τους.	[421, 841, 651, 898]
doctor-info: Χειρουργός Ουρολόγος, Βενιζέλου 6	[835, 709, 986, 720]
diagma-text: ΑΘΗΝΑ, 23.— Μέ τήν εύκαιρία τής έθνικής έπετείου τής 25ης Μαρτίου 1821, ό υφυπουργός κ. Δαβάκης έκανε δηλώσεις γιά τό νόημα τού άγώνα τής έθνικής παλιγγενεσίας.	[1215, 805, 1386, 863]
climate-text-2: Κλιμάκιο τής περιφερειακής έπιτροπής επιδόσεων βοηθείας τού ΚΟΔΗΣΟ θά περιοδεύσει τήν Πέμπτη σέ κοινότητες τού νομού γιά ενημέρωση τών κατοίκων.	[1004, 439, 1203, 485]
trade-text-4: ΑΘΗΝΑ, 23.— Ή είσαγωγή παιδικών άθυρμάτων (παιχνιδιών) τής δασμολογικής κλάσεως 97.03 άπό χώρες τής ΕΟΚ είναι έλεύθερη. Έλεύθερη είναι έπίσης ή είσαγωγή γεωργικών μηχανημάτων.	[1004, 267, 1203, 335]
tobacco-text-2: Σύμφωνα μέ τά έπίσημα στοιχεία συνεχίζονται οί άγορές καπνών στίς περιοχές τής Μακεδονίας καί Θράκης μέ ίκανοποιητικές τιμές.	[1004, 856, 1203, 903]
therapy-text: Τό θεραπευτήριο Πέτρας Ολύμπου προκηρύσσει τήν πλήρωση θέσεων νοσοκόμων καί βοηθητικού προσωπικού.	[1004, 953, 1203, 988]
doctor-entry	[663, 748, 824, 782]
doctor-text: Δέχεται αιτήσεις τό νοσοκομείο ΑΧΕΠΑ γιά τήν πρόσληψη ένός γιατρού μέ σύμβαση έργου, γιά τήν κάλυψη τών άναγκών τής καρδιολογικής κλινικής.	[421, 1240, 651, 1285]
exam-section-text-continued: Τό σεμινάριο τής ούρολογίας πού προγραμματίστηκε θά γίνει κανονικά.	[1215, 499, 1386, 534]
doctor-name: Δρ. ΚΑΙΟΝ Σ. ΣΠΥΡΟΓΛΟΥ	[682, 753, 806, 763]
exam-section-heading: ΔΙΟΙΚΗΤΙΚΟ ΔΙΚΑΙΟ	[1394, 390, 1497, 403]
water-text: Γνωρίζουμε στούς καταναλωτές μας ότι άπό σήμερα Τρίτη 24 Μαρτίου καί γιά 3 ήμέρες θά παρουσιαστεί διακοπή ύδροδοτήσεως στίς περιοχές τής Ανατολικής Θεσσαλονίκης.	[14, 1145, 402, 1183]
iatr-text: Τό Διοικητικό Συμβούλιο τού Ιατρικού Συλλόγου Θεσσαλονίκης καλεί τά μέλη του σέ έκτακτη γενική συνέλευση τήν Κυριακή 29 Μαρτίου.	[1009, 1098, 1198, 1145]
doctor-info: Χειρουργός Οδοντίατρος	[858, 675, 962, 686]
d4-text: Ή Διεύθυνση Δασών Θεσσαλονίκης ανακοινώνει ότι θά διεξαχθεί δημοπρασία γιά τήν έκποίηση καυσοξύλων.	[831, 118, 991, 163]
nhs-headline: Ο ΠΡΟΕΔΡΟΣ ΤΗΣ ΝΟΣΟΚΟΜΕΙΑΚΗΣ ΕΠΙΤΡΟΠΗΣ ΤΗΣ ΕΟΚ ΜΙΛΗΣΕ ΣΤΗΝ ΑΘΗΝΑ ΓΙΑ ΤΙΣ ΕΞΕΛΙΞΕΙΣ ΤΟΥ ΕΘΝΙΚΟΣΟΙΗΜΕΝΟΥ ΣΥΣΤΗΜΑΤΟΣ ΤΗΣ ΑΓΓΛΙΑΣ	[14, 792, 402, 841]
balkan-text: Ανακοινούται ότι ή κ. Μαρία Κωνσταντινίδου δέν ανήκει πλέον στό προσωπικό τής έταιρείας.	[427, 1576, 645, 1610]
lead-title: ΕΛΗΞΑΝ ΟΙ ΕΚΔΗΛΩΣΕΙΣ ΤΩΝ ΚΛΑΔΙΚΩΝ ΕΚΘΕΣΕΩΝ ΜΑΡΜΑΡΟΥ ΚΑΙ ΕΠΙΠΛΟΥ	[9, 66, 407, 209]
exam-section-heading: ΠΟΙΝΙΚΟ ΔΙΚΑΙΟ	[1215, 634, 1301, 647]
doctor-info: Δερματολόγος — Αφροδισιολόγος	[673, 879, 814, 890]
hunger-text: ΑΘΗΝΑ, 23.— Αναστέλλεται άπό σήμερα ή άπεργία πείνας πού άρχισαν στίς 24 καί 25 Μαρτίου θύματα καί ανάπηροι πολέμου, μετά τήν ύπόσχεση τής κυβέρνησης γιά τή ρύθμιση τών αιτημάτων τους.	[421, 782, 651, 839]
doctor-name: Δρ ΠΑΝΑΓΗΣ ΜΑΡΑΤΟΣ	[687, 946, 801, 956]
students-text: ΑΘΗΝΑ, 23.— Όλοι οί μαθητές πρέπει νά έμβολιάζονται μέ τό άντιφυματικό έμβόλιο BCG. Ό έμβολιασμός είναι ύποχρεωτικός γιά όλους τούς μαθητές τής δημοτικής έκπαίδευσης.	[8, 602, 204, 659]
doctor-entry	[663, 612, 824, 658]
exam-headline: Η ΠΡΑΚΤΙΚΗ ΔΟΚΙΜΑΣΙΑ ΤΩΝ ΥΠΟΨΗΦΙΩΝ ΓΥΜΝΑΣΤΙΚΗΣ ΑΚΑΔΗΜΙΑΣ	[1011, 490, 1196, 532]
discus-thrower-icon	[16, 1273, 84, 1342]
column-2	[421, 0, 651, 2343]
d4-sign: ΛΑΖΑΡΟΣ ΚΥΡΙΑΖΑΚΗΣ	[857, 212, 965, 223]
lead-kicker: Σημείωσαν έπιτυχία	[130, 45, 285, 63]
doctors-list-right	[830, 612, 991, 975]
water-text-2: Γνωρίζουμε στούς καταναλωτές μας ότι άπό σήμερα Τρίτη 24 Μαρτίου καί γιά 3 ήμέρες θά παρουσιαστεί διακοπή ύδροδοτήσεως στίς περιοχές τής Ανατολικής Θεσσαλονίκης.	[14, 1185, 402, 1223]
accountant-text: ΘΕΩΡΙΑ — ΠΡΑΞΗ. Τηλ. 273-466, 270-095.	[433, 1471, 639, 1483]
hosp-headline: ΟΙ ΑΡΧΑΙΡΕΣΙΕΣ ΝΟΣΟΚΟΜΕΙΑΚΩΝ ΓΙΑΤΡΩΝ ΑΤΤΙΚΗΣ	[426, 903, 646, 932]
nhs-text-continued: ΑΘΗΝΑ, 23.— Ό καθηγητής Τζέιμς Σμίθ, πρόεδρος τής νοσοκομειακής έπιτροπής τής ΕΟΚ, μίλησε άπό βήμα τής Ιατρικής Έταιρείας Αθηνών γιά τήν λειτουργία καί τίς έξελίξεις τού έθνικοποιημένου συστήματος τής Αγγλίας.	[212, 845, 408, 913]
siatista-headline: Η ΤΟΠΙΚΗ ΕΠΙΤΡΟΠΗ ΤΗΣ «ΝΕΑΣ ΔΗΜΟΚΡΑΤΙΑΣ» ΣΤΗ ΣΙΑΤΙΣΤΑ	[433, 1138, 639, 1167]
exam-section-text: Ανακοινώνεται στούς δευτεροετείς φοιτητές ότι τά μαθήματα θά γίνουν κανονικά.	[1215, 557, 1386, 591]
doctor-name: Δρ. ΓΕΩΡΓΙΟΣ ΦΑΛΙΔΟΥ	[686, 662, 802, 673]
therapy-headline: ΠΛΗΡΩΣΗ ΘΕΣΕΩΝ ΣΤΟ ΘΕΡΑΠΕΥΤΗΡΙΟ ΠΕΤΡΑΣ ΟΛΥΜΠΟΥ	[1026, 907, 1181, 951]
dei-area-label: ΠΕΡΙΟΧΗ ΚΑΛΑΜΑΡΙΑΣ	[669, 1252, 776, 1264]
doctor-entry	[830, 760, 991, 795]
trade-text-2: ΑΘΗΝΑ, 23.— Ή είσαγωγή παιδικών άθυρμάτων (παιχνιδιών) τής δασμολογικής κλάσεως 97.03 άπό χώρες τής ΕΟΚ είναι έλεύθερη. Έλεύθερη είναι έπίσης ή είσαγωγή γεωργικών μηχανημάτων.	[1004, 126, 1203, 195]
union-headline: Ο ΣΥΛΛΟΓΟΣ ΥΠΑΛΛΗΛΩΝ ΥΠΟΥΡΓΕΙΟΥ ΣΥΝΤΟΝΙΣΜΟΥ	[17, 663, 195, 693]
olympiaki-branch: ΥΠΟΚΑΤΑΣΤΗΜΑ ΚΑΒΑΛΑΣ	[94, 1311, 400, 1334]
therapy-text-2: Τό θεραπευτήριο Πέτρας Ολύμπου προκηρύσσει τήν πλήρωση θέσεων νοσοκόμων καί βοηθητικού προσωπικού.	[1004, 990, 1203, 1024]
page-label: Σελίδα 14	[8, 3, 137, 36]
balkan-ad	[421, 1489, 651, 1618]
hunger-headline: ΑΝΑΣΤΕΛΛΕΤΑΙ ΑΠΕΡΓΙΑ ΠΕΙΝΑΣ ΑΝΑΠΗΡΩΝ ΚΑΙ ΘΥΜΑΤΩΝ	[432, 750, 640, 779]
vellidi-notice	[1215, 1117, 1564, 1256]
traffic-headline: Η ΚΥΚΛΟΦΟΡΙΑ ΟΧΗΜΑΤΩΝ ΣΤΟ ΜΕΤΑΓΓΙΤΣΙ	[433, 985, 639, 1014]
dei-title: ΔΙΑΚΟΠΗ ΗΛΕΚΤΡΙΚΟΥ ΡΕΥΜΑΤΟΣ	[720, 1003, 971, 1021]
nhs-text-preview: ΑΘΗΝΑ, 23.— Ό καθηγητής Τζέιμς Σμίθ, πρόεδρος τής νοσοκομειακής έπιτροπής τής ΕΟΚ, μίλησε άπό βήμα τής Ιατρικής Έταιρείας Αθηνών γιά τήν λειτουργία καί τίς έξελίξεις τού έθνικοποιημένου συστήματος τής Αγγλίας.	[212, 605, 408, 672]
doctor-info: Δερματολόγος — Αφροδισιολόγος, Βενιζέλου 19	[672, 675, 815, 697]
doctor-info: Ουρολόγος, Εγνατίας 42, τηλ. 530-420	[663, 845, 824, 855]
tebe-text: ΑΘΗΝΑ, 23.— Οί έκτελωνιστές τής έπαρχίας ύπάγονται ύποχρεωτικά στήν άσφάλιση τού κλάδου ασθενείας τού ΤΕΒΕ, μέ άπόφαση τού ύπουργείου Κοινωνικών ύπηρεσιών.	[8, 983, 204, 1040]
dei-intro: Η ΔΕΗ ανακοινώνει ότι λόγω εργασιών θά διακοπεί ή ηλεκτροδότηση στίς παρακάτω περιοχές:	[669, 1067, 985, 1090]
column-rule	[415, 0, 416, 2343]
exam-section-text-continued: Ανακοινώνεται στούς τριτοετείς φοιτητές ότι οί έξετάσεις άναβάλλονται.	[1215, 687, 1386, 721]
boat-text: ΚΑΒΑΛΑ, 23.— Πρόστιμο 15.000 δρχ. έπέβαλε τό λιμεναρχείο Καβάλας σέ κυβερνήτη ταχύπλοου σκάφους πού δέν είχε τήν άπαιτούμενη άδεια.	[1004, 679, 1203, 725]
loan-text-continued: ΑΘΗΝΑ, 23.— Η γενική συνέλευση τού ΗΛΠΑΠ πού πραγματοποιήθηκε άπό τήν πρόεδρο τού όμίλου άποφάσισε τή χορήγηση δανείου 27.000.000 δρχ., άπό τό ταχυδρομικό ταμιευτήριο, γιά τήν κάλυψη μέρους τών έλλειμμάτων τού έτους.	[212, 290, 408, 381]
